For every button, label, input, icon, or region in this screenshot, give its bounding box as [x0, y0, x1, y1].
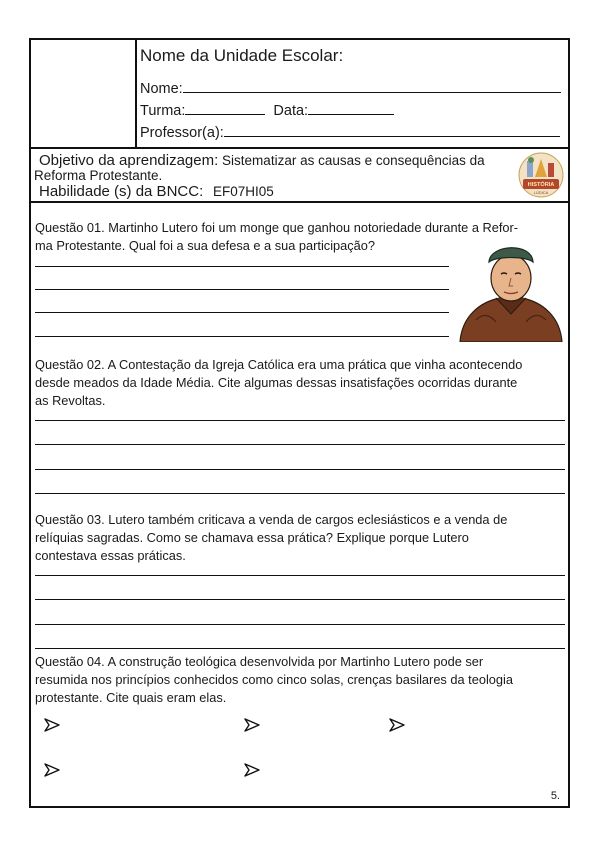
question-4	[35, 653, 565, 707]
answer-line[interactable]	[35, 648, 565, 649]
arrow-bullet-icon	[243, 717, 261, 733]
logo-cell	[31, 40, 137, 147]
objective-box	[31, 149, 568, 203]
answer-line[interactable]	[35, 266, 449, 267]
luther-portrait	[456, 236, 566, 342]
question-2-line: as Revoltas.	[35, 393, 106, 408]
school-name-label: Nome da Unidade Escolar:	[140, 46, 344, 65]
objective-text: Sistematizar as causas e consequências da	[222, 153, 485, 168]
badge-text: HISTÓRIA	[527, 182, 555, 188]
answer-line[interactable]	[35, 420, 565, 421]
name-field[interactable]	[140, 80, 561, 97]
question-2-line: Questão 02. A Contestação da Igreja Católica era uma prática que vinha acontecendo	[35, 357, 523, 372]
badge-subtext: LÚDICA	[533, 190, 549, 195]
date-label: Data:	[273, 103, 309, 119]
header-box	[31, 40, 568, 149]
page-number: 5.	[550, 790, 560, 802]
name-blank[interactable]	[183, 80, 561, 93]
arrow-bullet-icon	[243, 762, 261, 778]
question-3-line: contestava essas práticas.	[35, 548, 186, 563]
teacher-label: Professor(a):	[140, 125, 224, 141]
date-blank[interactable]	[308, 102, 394, 115]
skill-line	[39, 183, 274, 200]
answer-line[interactable]	[35, 336, 449, 337]
answer-line[interactable]	[35, 289, 449, 290]
class-label: Turma:	[140, 103, 186, 119]
question-4-line: protestante. Cite quais eram elas.	[35, 690, 227, 705]
answer-line[interactable]	[35, 312, 449, 313]
answer-line[interactable]	[35, 599, 565, 600]
question-4-line: Questão 04. A construção teológica desenvolvida por Martinho Lutero pode ser	[35, 654, 484, 669]
answer-line[interactable]	[35, 493, 565, 494]
objective-label: Objetivo da aprendizagem:	[39, 152, 219, 169]
class-date-field[interactable]	[140, 102, 394, 119]
historia-ludica-logo	[517, 151, 565, 199]
objective-line	[39, 152, 485, 169]
arrow-bullet-icon	[43, 762, 61, 778]
question-3-line: Questão 03. Lutero também criticava a venda de cargos eclesiásticos e a venda de	[35, 512, 508, 527]
question-3-line: relíquias sagradas. Como se chamava essa prática? Explique porque Lutero	[35, 530, 469, 545]
question-1-line: ma Protestante. Qual foi a sua defesa e a sua participação?	[35, 238, 376, 253]
question-1-line: Questão 01. Martinho Lutero foi um monge que ganhou notoriedade durante a Refor-	[35, 220, 519, 235]
question-2-line: desde meados da Idade Média. Cite algumas dessas insatisfações ocorridas durante	[35, 375, 518, 390]
answer-line[interactable]	[35, 575, 565, 576]
answer-line[interactable]	[35, 444, 565, 445]
question-3	[35, 511, 565, 565]
worksheet	[29, 38, 570, 808]
skill-code: EF07HI05	[213, 184, 274, 199]
arrow-bullet-icon	[388, 717, 406, 733]
arrow-bullet-icon	[43, 717, 61, 733]
objective-text-cont: Reforma Protestante.	[34, 168, 163, 183]
teacher-field[interactable]	[140, 124, 560, 141]
class-blank[interactable]	[185, 102, 265, 115]
answer-line[interactable]	[35, 469, 565, 470]
name-label: Nome:	[140, 81, 183, 97]
answer-line[interactable]	[35, 624, 565, 625]
question-2	[35, 356, 565, 410]
question-4-line: resumida nos princípios conhecidos como cinco solas, crenças basilares da teologia	[35, 672, 514, 687]
skill-label: Habilidade (s) da BNCC:	[39, 183, 204, 200]
teacher-blank[interactable]	[224, 124, 560, 137]
